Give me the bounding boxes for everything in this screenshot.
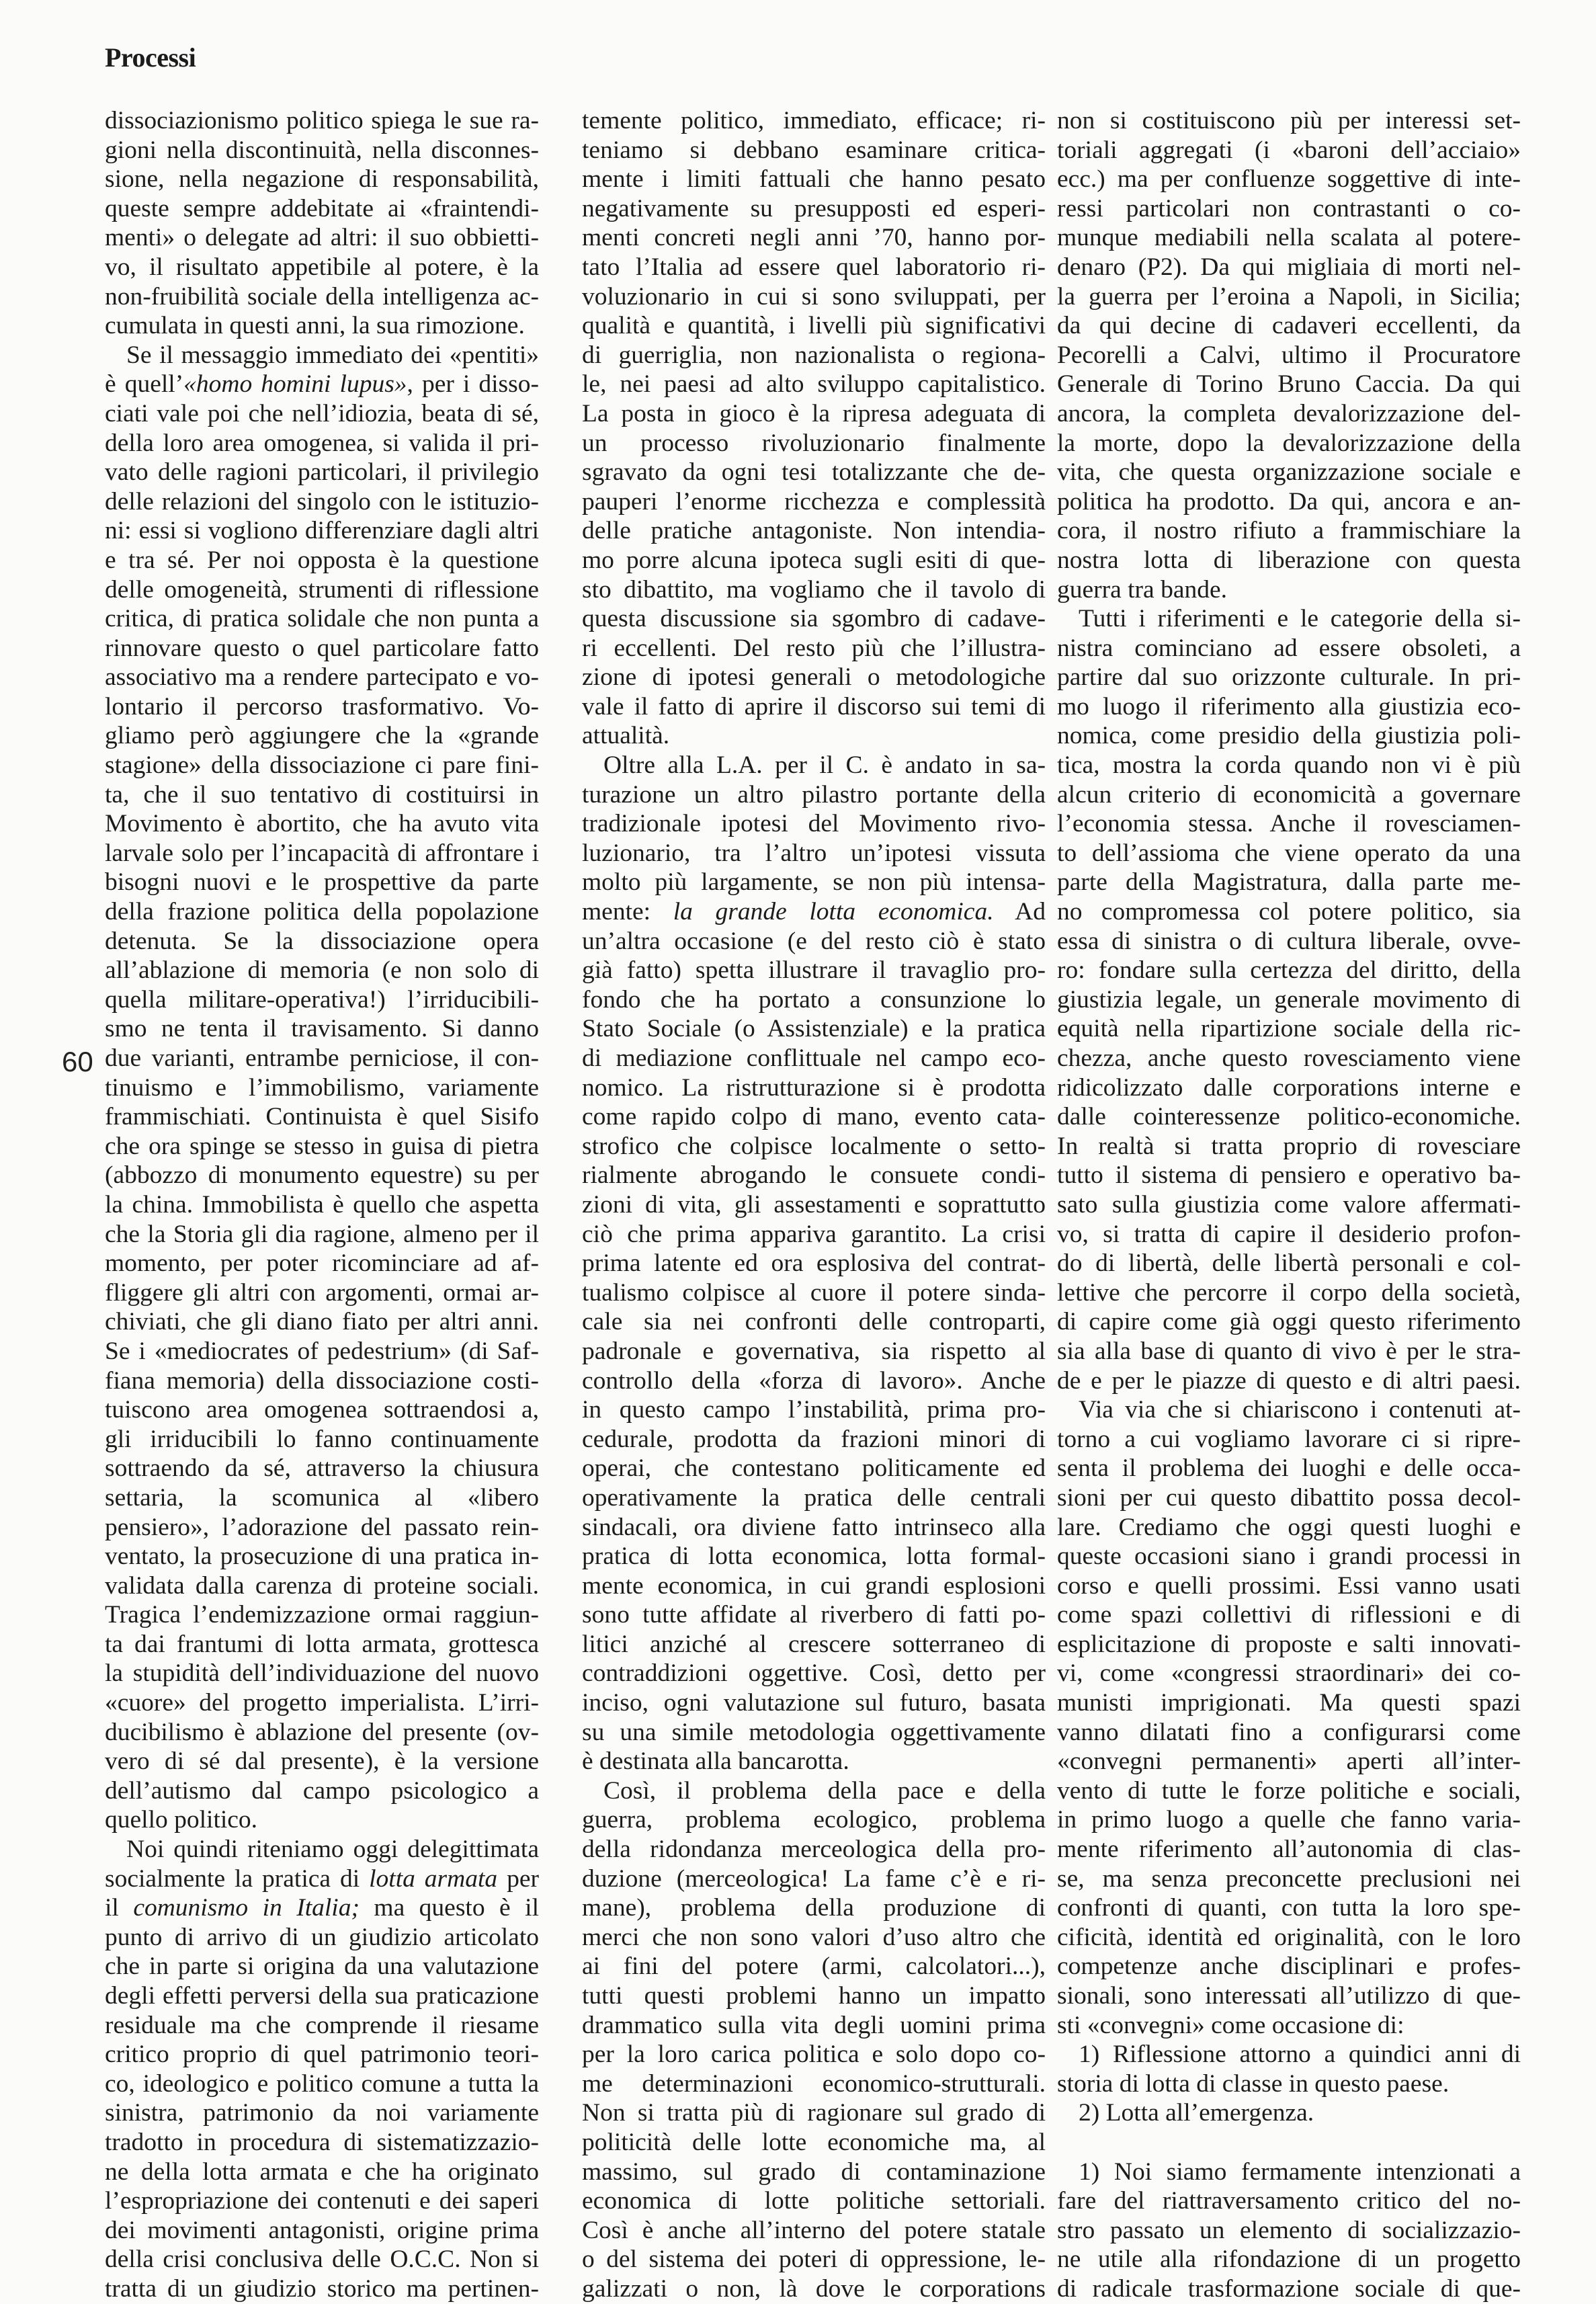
text-line: do di libertà, delle libertà personali e col- (1057, 1249, 1521, 1278)
text-line: contraddizioni oggettive. Così, detto per (582, 1659, 1046, 1688)
text-line: fliggere gli altri con argomenti, ormai ar- (105, 1278, 539, 1307)
text-line: Così, il problema della pace e della (603, 1776, 1046, 1805)
text-line: competenze anche disciplinari e profes- (1057, 1952, 1521, 1981)
text-line: detenuta. Se la dissociazione opera (105, 927, 539, 955)
text-line: nomico. La ristrutturazione si è prodotta (582, 1073, 1046, 1102)
text-line: padronale e governativa, sia rispetto al (582, 1337, 1046, 1365)
italic-emphasis: la grande lotta economica. (673, 898, 994, 926)
text-line: ne della lotta armata e che ha originato (105, 2157, 539, 2186)
text-line: l’espropriazione dei contenuti e dei saperi (105, 2187, 539, 2215)
text-line: massimo, sul grado di contaminazione (582, 2157, 1046, 2186)
text-line: un processo rivoluzionario finalmente (582, 429, 1046, 457)
text-line: di mediazione conflittuale nel campo eco- (582, 1044, 1046, 1072)
text-line: Così è anche all’interno del potere statale (582, 2216, 1046, 2244)
text-line: ressi particolari non contrastanti o co- (1057, 194, 1521, 222)
text-line: prima latente ed ora esplosiva del contrat- (582, 1249, 1046, 1278)
text-line: questa discussione sia sgombro di cadave- (582, 605, 1046, 633)
text-line: politica ha prodotto. Da qui, ancora e an- (1057, 487, 1521, 516)
page-number: 60 (62, 1046, 93, 1077)
text-line: co, ideologico e politico comune a tutta la (105, 2069, 539, 2098)
text-line: delle omogeneità, strumenti di riflessione (105, 575, 539, 604)
text-line: vero di sé dal presente), è la versione (105, 1747, 539, 1776)
text-line: denaro (P2). Da qui migliaia di morti nel- (1057, 253, 1521, 281)
text-line: è destinata alla bancarotta. (582, 1747, 849, 1776)
text-line: torno a cui vogliamo lavorare ci si ripre- (1057, 1425, 1521, 1453)
text-line: tutti questi problemi hanno un impatto (582, 1982, 1046, 2010)
text-line: menti» o delegate ad altri: il suo obbietti- (105, 224, 539, 252)
text-line: ri eccellenti. Del resto più che l’illustra- (582, 634, 1046, 662)
paragraph-gap (1057, 2128, 1521, 2157)
text-line: in questo campo l’instabilità, prima pro- (582, 1396, 1046, 1424)
text-line: Movimento è abortito, che ha avuto vita (105, 810, 539, 838)
text-line: essa di sinistra o di cultura liberale, ovve- (1057, 927, 1521, 955)
text-line: un’altra occasione (e del resto ciò è stato (582, 927, 1046, 955)
text-line: ciò che prima appariva garantito. La crisi (582, 1220, 1046, 1248)
text-line: bisogni nuovi e le prospettive da parte (105, 868, 539, 897)
text-line: storia di lotta di classe in questo paese. (1057, 2069, 1450, 2098)
text-line: Generale di Torino Bruno Caccia. Da qui (1057, 370, 1521, 399)
text-line: Tragica l’endemizzazione ormai raggiun- (105, 1601, 539, 1629)
text-line: dalle cointeressenze politico-economiche. (1057, 1103, 1521, 1131)
text-line: ro: fondare sulla certezza del diritto, della (1057, 956, 1521, 985)
text-line: la stupidità dell’individuazione del nuovo (105, 1659, 539, 1688)
text-line: per la loro carica politica e solo dopo co- (582, 2041, 1046, 2069)
text-line: queste occasioni siano i grandi processi in (1057, 1542, 1521, 1571)
text-line: su una simile metodologia oggettivamente (582, 1718, 1046, 1746)
text-line: parte della Magistratura, dalla parte me- (1057, 868, 1521, 897)
text-line: rinnovare questo o quel particolare fatto (105, 634, 539, 662)
text-line: della frazione politica della popolazione (105, 898, 539, 926)
text-line: fondo che ha portato a consunzione lo (582, 985, 1046, 1014)
text-line: ecc.) ma per confluenze soggettive di inte- (1057, 165, 1521, 194)
text-line: socialmente la pratica di lotta armata per (105, 1864, 539, 1893)
italic-emphasis: comunismo in Italia; (133, 1894, 360, 1922)
text-line: dell’autismo dal campo psicologico a (105, 1776, 539, 1805)
text-line: la china. Immobilista è quello che aspetta (105, 1190, 539, 1219)
text-line: stagione» della dissociazione ci pare fini- (105, 751, 539, 780)
text-line: è quell’«homo homini lupus», per i disso- (105, 370, 539, 399)
text-line: no compromessa col potere politico, sia (1057, 898, 1521, 926)
text-line: cificità, identità ed originalità, con le loro (1057, 1923, 1521, 1951)
text-line: l’economia stessa. Anche il rovesciamen- (1057, 810, 1521, 838)
text-line: lare. Crediamo che oggi questi luoghi e (1057, 1513, 1521, 1541)
text-line: pauperi l’enorme ricchezza e complessità (582, 487, 1046, 516)
text-line: e tra sé. Per noi opposta è la questione (105, 546, 539, 574)
text-line: quella militare-operativa!) l’irriducibili- (105, 985, 539, 1014)
text-line: corso e quelli prossimi. Essi vanno usati (1057, 1571, 1521, 1600)
text-line: associativo ma a rendere partecipato e vo- (105, 663, 539, 692)
text-line: attualità. (582, 722, 670, 750)
text-line: 1) Noi siamo fermamente intenzionati a (1079, 2157, 1521, 2186)
text-line: ni: essi si vogliono differenziare dagli altri (105, 517, 539, 545)
text-line: ai fini del potere (armi, calcolatori...), (582, 1952, 1046, 1981)
text-line: ne utile alla rifondazione di un progetto (1057, 2246, 1521, 2274)
text-line: sottraendo da sé, attraverso la chiusura (105, 1454, 539, 1483)
text-line: sione, nella negazione di responsabilità, (105, 165, 539, 194)
text-line: il comunismo in Italia; ma questo è il (105, 1894, 539, 1922)
text-line: come rapido colpo di mano, evento cata- (582, 1103, 1046, 1131)
text-line: confronti di quanti, con tutta la loro spe- (1057, 1894, 1521, 1922)
text-line: Via via che si chiariscono i contenuti at- (1079, 1396, 1521, 1424)
text-line: de e per le piazze di questo e di altri paesi. (1057, 1366, 1521, 1395)
text-line: politicità delle lotte economiche ma, al (582, 2128, 1046, 2156)
text-line: galizzati o non, là dove le corporations (582, 2274, 1046, 2303)
text-line: strofico che colpisce localmente o setto- (582, 1132, 1046, 1160)
text-line: come spazi collettivi di riflessioni e di (1057, 1601, 1521, 1629)
text-line: «convegni permanenti» aperti all’inter- (1057, 1747, 1521, 1776)
text-line: to dell’assioma che viene operato da una (1057, 839, 1521, 867)
text-line: non si costituiscono più per interessi set- (1057, 107, 1521, 134)
text-line: di radicale trasformazione sociale di que- (1057, 2274, 1521, 2303)
text-line: dissociazionismo politico spiega le sue ra- (105, 107, 539, 134)
text-line: le, nei paesi ad alto sviluppo capitalistico. (582, 370, 1046, 399)
text-line: sgravato da ogni tesi totalizzante che de- (582, 458, 1046, 487)
text-line: qualità e quantità, i livelli più significativi (582, 312, 1046, 340)
text-line: voluzionario in cui si sono sviluppati, per (582, 282, 1046, 311)
text-line: me determinazioni economico-strutturali. (582, 2069, 1046, 2098)
text-line: cora, il nostro rifiuto a frammischiare la (1057, 517, 1521, 545)
text-line: vato delle ragioni particolari, il privilegio (105, 458, 539, 487)
text-line: cale sia nei confronti delle controparti, (582, 1308, 1046, 1336)
text-line: già fatto) spetta illustrare il travaglio pro- (582, 956, 1046, 985)
text-line: vanno dilatati fino a configurarsi come (1057, 1718, 1521, 1746)
text-line: ta dai frantumi di lotta armata, grottesca (105, 1630, 539, 1658)
text-line: luzionario, tra l’altro un’ipotesi vissuta (582, 839, 1046, 867)
text-line: della loro area omogenea, si valida il pri- (105, 429, 539, 457)
text-line: duzione (merceologica! La fame c’è e ri- (582, 1864, 1046, 1893)
text-line: da qui decine di cadaveri eccellenti, da (1057, 312, 1521, 340)
text-line: che ora spinge se stesso in guisa di pietra (105, 1132, 539, 1160)
text-line: critico proprio di quel patrimonio teori- (105, 2041, 539, 2069)
text-line: Stato Sociale (o Assistenziale) e la pratica (582, 1015, 1046, 1043)
text-line: Pecorelli a Calvi, ultimo il Procuratore (1057, 341, 1521, 369)
text-line: di capire come già oggi questo riferimento (1057, 1308, 1521, 1336)
text-line: sono tutte affidate al riverbero di fatti po- (582, 1601, 1046, 1629)
text-line: delle relazioni del singolo con le istituzio- (105, 487, 539, 516)
text-line: tutto il sistema di pensiero e operativo ba- (1057, 1161, 1521, 1190)
text-line: che la Storia gli dia ragione, almeno per il (105, 1220, 539, 1248)
text-line: smo ne tenta il travisamento. Si danno (105, 1015, 539, 1043)
text-line: tica, mostra la corda quando non vi è più (1057, 751, 1521, 780)
text-line: negativamente su presupposti ed esperi- (582, 194, 1046, 222)
text-line: 1) Riflessione attorno a quindici anni di (1079, 2041, 1521, 2069)
text-line: Se i «mediocrates of pedestrium» (di Saf- (105, 1337, 539, 1365)
text-line: cedurale, prodotta da frazioni minori di (582, 1425, 1046, 1453)
text-line: partire dal suo orizzonte culturale. In pri- (1057, 663, 1521, 692)
text-line: vale il fatto di aprire il discorso sui temi di (582, 692, 1046, 721)
text-line: drammatico sulla vita degli uomini prima (582, 2011, 1046, 2039)
text-line: 2) Lotta all’emergenza. (1079, 2099, 1314, 2127)
text-line: Tutti i riferimenti e le categorie della si- (1079, 605, 1521, 633)
text-line: menti concreti negli anni ’70, hanno por- (582, 224, 1046, 252)
text-line: equità nella ripartizione sociale della ric- (1057, 1015, 1521, 1043)
text-line: Oltre alla L.A. per il C. è andato in sa- (603, 751, 1046, 780)
text-line: molto più largamente, se non più intensa- (582, 868, 1046, 897)
text-line: stro passato un elemento di socializzazio- (1057, 2216, 1521, 2244)
text-line: ridicolizzato dalle corporations interne e (1057, 1073, 1521, 1102)
text-line: ta, che il suo tentativo di costituirsi in (105, 780, 539, 809)
text-line: chezza, anche questo rovesciamento viene (1057, 1044, 1521, 1072)
text-line: vo, il risultato appetibile al potere, è la (105, 253, 539, 281)
text-line: Se il messaggio immediato dei «pentiti» (126, 341, 539, 369)
text-line: ventato, la prosecuzione di una pratica in- (105, 1542, 539, 1571)
text-line: residuale ma che comprende il riesame (105, 2011, 539, 2039)
text-line: sia alla base di quanto di vivo è per le stra- (1057, 1337, 1521, 1365)
text-line: o del sistema dei poteri di oppressione, le- (582, 2246, 1046, 2274)
text-line: esplicitazione di proposte e salti innovati- (1057, 1630, 1521, 1658)
text-line: ciati vale poi che nell’idiozia, beata di sé, (105, 399, 539, 427)
text-line: mente i limiti fattuali che hanno pesato (582, 165, 1046, 194)
text-line: queste sempre addebitate ai «fraintendi- (105, 194, 539, 222)
text-line: operai, che contestano politicamente ed (582, 1454, 1046, 1483)
text-line: se, ma senza preconcette preclusioni nei (1057, 1864, 1521, 1893)
text-line: gli irriducibili lo fanno continuamente (105, 1425, 539, 1453)
text-line: zioni di vita, gli assestamenti e soprattutto (582, 1190, 1046, 1219)
italic-emphasis: lotta armata (369, 1864, 498, 1893)
text-line: tradizionale ipotesi del Movimento rivo- (582, 810, 1046, 838)
text-column-3 (1057, 106, 1521, 2304)
text-line: pensiero», l’adorazione del passato rein- (105, 1513, 539, 1541)
text-line: di guerriglia, non nazionalista o regiona- (582, 341, 1046, 369)
text-line: operativamente la pratica delle centrali (582, 1483, 1046, 1512)
italic-emphasis: «homo homini lupus» (183, 370, 407, 399)
text-line: lettive che percorre il corpo della società, (1057, 1278, 1521, 1307)
text-line: tuiscono area omogenea sottraendosi a, (105, 1396, 539, 1424)
text-column-2 (582, 106, 1046, 2304)
text-line: mo luogo il riferimento alla giustizia eco- (1057, 692, 1521, 721)
text-line: fiana memoria) della dissociazione costi- (105, 1366, 539, 1395)
text-line: sioni per cui questo dibattito possa decol- (1057, 1483, 1521, 1512)
text-line: non-fruibilità sociale della intelligenza ac- (105, 282, 539, 311)
text-line: munque mediabili nella scalata al potere- (1057, 224, 1521, 252)
text-line: sinistra, patrimonio da noi variamente (105, 2099, 539, 2127)
text-line: punto di arrivo di un giudizio articolato (105, 1923, 539, 1951)
text-line: «cuore» del progetto imperialista. L’irri- (105, 1689, 539, 1717)
text-line: (abbozzo di monumento equestre) su per (105, 1161, 539, 1190)
text-line: inciso, ogni valutazione sul futuro, basata (582, 1689, 1046, 1717)
section-header: Processi (105, 42, 196, 73)
text-line: vi, come «congressi straordinari» dei co- (1057, 1659, 1521, 1688)
text-line: vita, che questa organizzazione sociale e (1057, 458, 1521, 487)
text-line: sionali, sono interessati all’utilizzo di que- (1057, 1982, 1521, 2010)
text-line: tratta di un giudizio storico ma pertinen- (105, 2274, 539, 2303)
text-line: la morte, dopo la devalorizzazione della (1057, 429, 1521, 457)
text-line: rialmente abrogando le consuete condi- (582, 1161, 1046, 1190)
text-column-1 (105, 106, 539, 2304)
text-line: frammischiati. Continuista è quel Sisifo (105, 1103, 539, 1131)
text-line: che in parte si origina da una valutazione (105, 1952, 539, 1981)
text-line: turazione un altro pilastro portante della (582, 780, 1046, 809)
text-line: vo, si tratta di capire il desiderio profon- (1057, 1220, 1521, 1248)
text-line: cumulata in questi anni, la sua rimozione. (105, 312, 525, 340)
text-line: ducibilismo è ablazione del presente (ov- (105, 1718, 539, 1746)
text-line: mente riferimento all’autonomia di clas- (1057, 1836, 1521, 1864)
text-line: giustizia legale, un generale movimento di (1057, 985, 1521, 1014)
text-line: della crisi conclusiva delle O.C.C. Non si (105, 2246, 539, 2274)
text-line: mente economica, in cui grandi esplosioni (582, 1571, 1046, 1600)
text-line: nomica, come presidio della giustizia poli- (1057, 722, 1521, 750)
text-line: In realtà si tratta proprio di rovesciare (1057, 1132, 1521, 1160)
text-line: critica, di pratica solidale che non punta a (105, 605, 539, 633)
text-line: toriali aggregati (i «baroni dell’acciaio» (1057, 136, 1521, 164)
text-line: alcun criterio di economicità a governare (1057, 780, 1521, 809)
text-line: litici anziché al crescere sotterraneo di (582, 1630, 1046, 1658)
text-line: tato l’Italia ad essere quel laboratorio ri- (582, 253, 1046, 281)
text-line: temente politico, immediato, efficace; ri- (582, 107, 1046, 134)
text-line: sto dibattito, ma vogliamo che il tavolo di (582, 575, 1046, 604)
text-line: tradotto in procedura di sistematizzazio- (105, 2128, 539, 2156)
text-line: due varianti, entrambe perniciose, il con- (105, 1044, 539, 1072)
text-line: nostra lotta di liberazione con questa (1057, 546, 1521, 574)
text-line: settaria, la scomunica al «libero (105, 1483, 539, 1512)
text-line: sindacali, ora diviene fatto intrinseco alla (582, 1513, 1046, 1541)
text-line: fare del riattraversamento critico del no- (1057, 2187, 1521, 2215)
text-line: mente: la grande lotta economica. Ad (582, 898, 1046, 926)
text-line: validata dalla carenza di proteine sociali. (105, 1571, 539, 1600)
text-line: guerra, problema ecologico, problema (582, 1806, 1046, 1834)
text-line: controllo della «forza di lavoro». Anche (582, 1366, 1046, 1395)
text-line: vento di tutte le forze politiche e sociali, (1057, 1776, 1521, 1805)
text-line: della ridondanza merceologica della pro- (582, 1836, 1046, 1864)
text-line: merci che non sono valori d’uso altro che (582, 1923, 1046, 1951)
text-line: degli effetti perversi della sua praticazione (105, 1982, 539, 2010)
text-line: senta il problema dei luoghi e delle occa- (1057, 1454, 1521, 1483)
text-line: delle pratiche antagoniste. Non intendia- (582, 517, 1046, 545)
text-line: zione di ipotesi generali o metodologiche (582, 663, 1046, 692)
text-line: quello politico. (105, 1806, 258, 1834)
text-line: munisti imprigionati. Ma questi spazi (1057, 1689, 1521, 1717)
text-line: dei movimenti antagonisti, origine prima (105, 2216, 539, 2244)
text-line: in primo luogo a quelle che fanno varia- (1057, 1806, 1521, 1834)
text-line: guerra tra bande. (1057, 575, 1227, 604)
text-line: economica di lotte politiche settoriali. (582, 2187, 1046, 2215)
text-line: teniamo si debbano esaminare critica- (582, 136, 1046, 164)
text-line: nistra cominciano ad essere obsoleti, a (1057, 634, 1521, 662)
text-line: chiviati, che gli diano fiato per altri anni. (105, 1308, 539, 1336)
text-line: Non si tratta più di ragionare sul grado di (582, 2099, 1046, 2127)
text-line: tualismo colpisce al cuore il potere sinda- (582, 1278, 1046, 1307)
text-line: momento, per poter ricominciare ad af- (105, 1249, 539, 1278)
text-line: tinuismo e l’immobilismo, variamente (105, 1073, 539, 1102)
text-line: all’ablazione di memoria (e non solo di (105, 956, 539, 985)
text-line: sato sulla giustizia come valore affermati- (1057, 1190, 1521, 1219)
text-line: lontario il percorso trasformativo. Vo- (105, 692, 539, 721)
text-line: La posta in gioco è la ripresa adeguata di (582, 399, 1046, 427)
text-line: larvale solo per l’incapacità di affrontare i (105, 839, 539, 867)
text-line: gliamo però aggiungere che la «grande (105, 722, 539, 750)
text-line: mane), problema della produzione di (582, 1894, 1046, 1922)
text-line: gioni nella discontinuità, nella disconnes- (105, 136, 539, 164)
text-line: sti «convegni» come occasione di: (1057, 2011, 1404, 2039)
text-line: ancora, la completa devalorizzazione del- (1057, 399, 1521, 427)
text-line: la guerra per l’eroina a Napoli, in Sicilia; (1057, 282, 1521, 311)
text-line: Noi quindi riteniamo oggi delegittimata (126, 1836, 539, 1864)
text-line: pratica di lotta economica, lotta formal- (582, 1542, 1046, 1571)
text-line: mo porre alcuna ipoteca sugli esiti di que- (582, 546, 1046, 574)
